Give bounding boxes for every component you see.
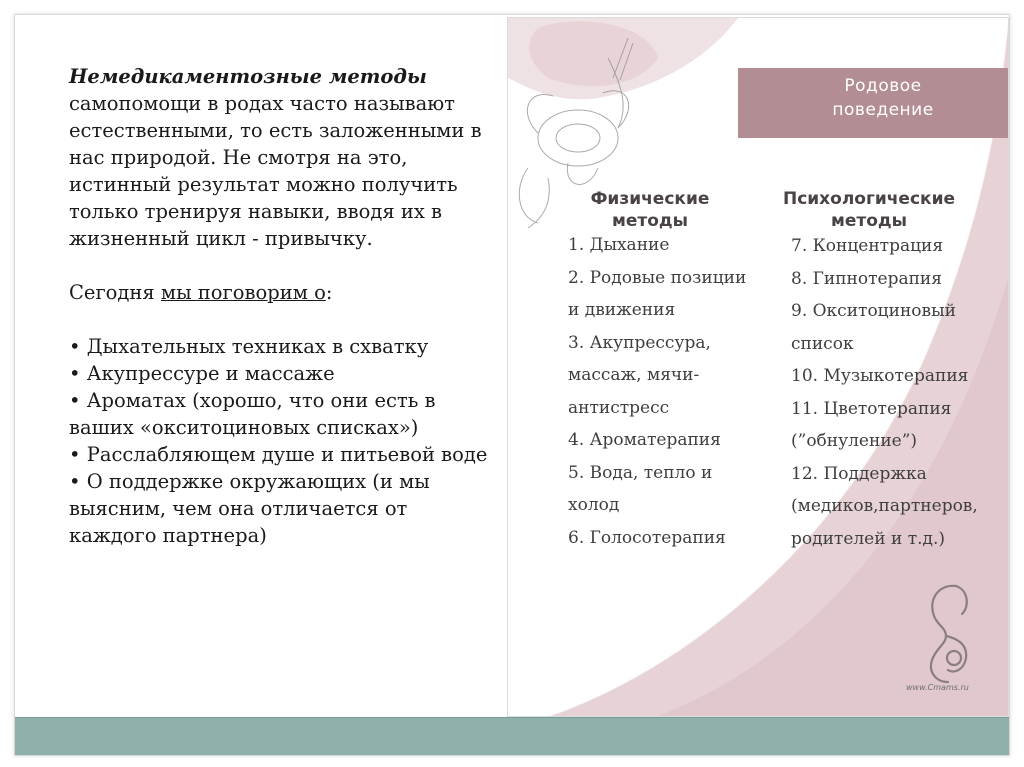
psych-methods-title [764,188,974,232]
list-item: 2. Родовые позиции [568,267,747,288]
bullet-item: • О поддержке окружающих (и мы выясним, чем она отличается от каждого партнера) [69,470,430,547]
list-item: (”обнуление”) [791,431,918,451]
bullet-item: • Расслабляющем душе и питьевой воде [69,443,488,466]
footer-bar [15,717,1009,756]
list-item: 4. Ароматерапия [568,430,721,450]
banner-line: поведение [832,100,934,120]
physical-methods-list [568,229,768,554]
today-prefix: Сегодня [69,281,161,304]
today-underlined: мы поговорим о [160,281,326,304]
list-item: и движения [568,300,676,320]
left-text-block [69,63,489,549]
physical-methods-title [570,188,730,232]
slide [14,14,1010,756]
list-item: 7. Концентрация [791,236,944,256]
list-item: список [791,333,854,354]
title-line: методы [830,211,908,231]
list-item: 3. Акупрессура, [568,332,711,353]
title-line: Психологические [782,189,956,209]
title-line: методы [611,211,689,231]
list-item: 1. Дыхание [568,235,670,255]
logo-text: www.Cmams.ru [906,683,969,692]
bullet-item: • Ароматах (хорошо, что они есть в ваших «окситоциновых списках») [69,389,436,439]
today-suffix: : [325,281,333,304]
list-item: родителей и т.д.) [791,528,946,549]
bullet-item: • Дыхательных техниках в схватку [69,335,429,358]
list-item: 10. Музыкотерапия [791,366,969,386]
list-item: 6. Голосотерапия [568,527,726,548]
list-item: 9. Окситоциновый [791,301,956,321]
banner-title [808,74,958,122]
banner-line: Родовое [844,76,922,96]
list-item: 12. Поддержка [791,463,927,484]
list-item: 11. Цветотерапия [791,398,952,419]
psych-methods-list [791,230,1006,555]
list-item: (медиков,партнеров, [791,496,978,516]
list-item: 8. Гипнотерапия [791,268,942,289]
today-line [69,279,489,306]
intro-paragraph: самопомощи в родах часто называют естественными, то есть заложенными в нас природой. Не смотря на это, истинный результат можно получить только тренируя навыки, вводя их в жизненный цикл - привычку. [69,92,482,250]
title-line: Физические [590,189,710,209]
list-item: 5. Вода, тепло и [568,462,713,483]
list-item: антистресс [568,397,670,418]
list-item: массаж, мячи- [568,365,700,385]
methods-image-panel [507,17,1009,717]
bullet-item: • Акупрессуре и массаже [69,362,335,385]
list-item: холод [568,495,620,515]
heading: Немедикаментозные методы [69,65,427,88]
mother-silhouette-logo-icon [916,578,980,688]
